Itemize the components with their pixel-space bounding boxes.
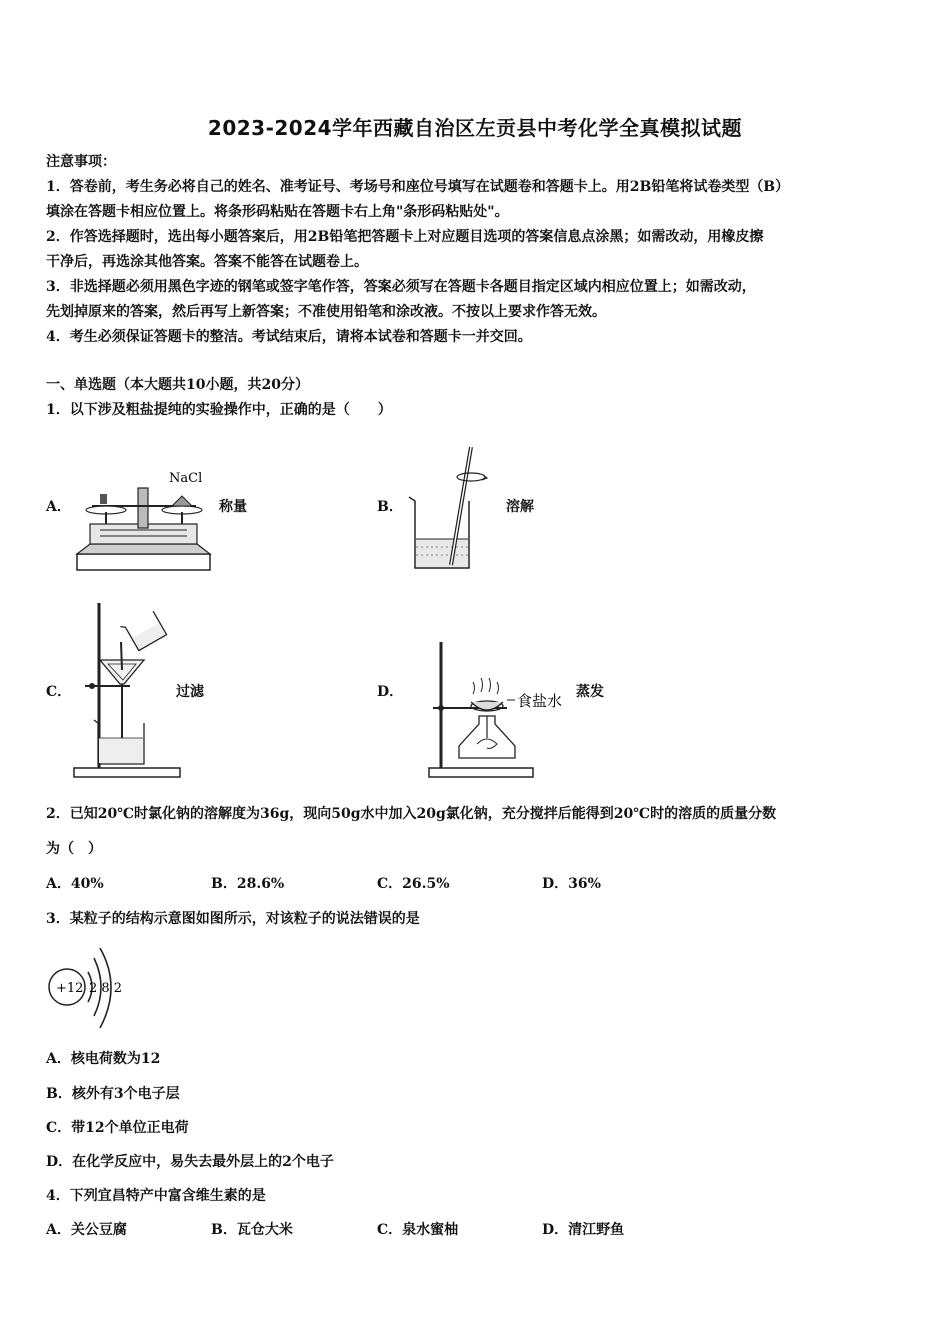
q2-option-b: B．28.6% (211, 876, 285, 892)
q2-option-c: C．26.5% (377, 876, 450, 892)
atom-structure-figure (44, 944, 134, 1032)
notice-line: 干净后，再选涂其他答案。答案不能答在试题卷上。 (46, 254, 368, 270)
q1-option-b-label: 溶解 (506, 499, 534, 515)
evaporation-figure (427, 640, 602, 780)
notice-heading: 注意事项： (46, 154, 116, 170)
section-heading: 一、单选题（本大题共10小题，共20分） (46, 377, 309, 393)
page-title: 2023-2024学年西藏自治区左贡县中考化学全真模拟试题 (207, 116, 743, 140)
nacl-label: NaCl (169, 471, 203, 486)
notice-line: 3．非选择题必须用黑色字迹的钢笔或签字笔作答，答案必须写在答题卡各题目指定区域内相应位置上；如需改动， (46, 279, 756, 295)
q4-option-b: B．瓦仓大米 (211, 1222, 293, 1238)
q1-stem: 1．以下涉及粗盐提纯的实验操作中，正确的是（ ） (46, 402, 392, 418)
q1-option-d-label: 蒸发 (576, 684, 604, 700)
q3-stem: 3．某粒子的结构示意图如图所示，对该粒子的说法错误的是 (46, 911, 420, 927)
balance-figure (72, 462, 217, 574)
q1-option-a-label: 称量 (219, 499, 247, 515)
notice-line: 先划掉原来的答案，然后再写上新答案；不准使用铅笔和涂改液。不按以上要求作答无效。 (46, 304, 606, 320)
q2-stem-line1: 2．已知20℃时氯化钠的溶解度为36g，现向50g水中加入20g氯化钠，充分搅拌后能得到20℃时的溶质的质量分数 (46, 806, 777, 822)
q4-option-a: A．关公豆腐 (46, 1222, 127, 1238)
filtration-figure (72, 598, 184, 780)
q4-option-d: D．清江野鱼 (542, 1222, 625, 1238)
q4-option-c: C．泉水蜜柚 (377, 1222, 459, 1238)
nucleus-label: +12 (56, 981, 84, 996)
notice-line: 1．答卷前，考生务必将自己的姓名、准考证号、考场号和座位号填写在试题卷和答题卡上。用2B铅笔将试卷类型（B） (46, 179, 790, 195)
q3-option-d: D．在化学反应中，易失去最外层上的2个电子 (46, 1154, 334, 1170)
q3-option-c: C．带12个单位正电荷 (46, 1120, 189, 1136)
q2-option-d: D．36% (542, 876, 601, 892)
salt-water-label: 食盐水 (517, 692, 563, 710)
notice-line: 4．考生必须保证答题卡的整洁。考试结束后，请将本试卷和答题卡一并交回。 (46, 329, 532, 345)
q2-option-a: A．40% (46, 876, 104, 892)
q2-stem-line2: 为（ ） (46, 841, 102, 857)
q1-option-c-label: 过滤 (176, 684, 204, 700)
electron-shells-label: 2 8 2 (89, 981, 123, 996)
q1-option-d-letter: D． (377, 684, 404, 700)
beaker-stir-figure (405, 443, 495, 573)
q1-option-a-letter: A． (46, 499, 71, 515)
q3-option-a: A．核电荷数为12 (46, 1051, 161, 1067)
notice-line: 填涂在答题卡相应位置上。将条形码粘贴在答题卡右上角"条形码粘贴处"。 (46, 204, 509, 220)
q3-option-b: B．核外有3个电子层 (46, 1086, 180, 1102)
q1-option-c-letter: C． (46, 684, 72, 700)
q4-stem: 4．下列宜昌特产中富含维生素的是 (46, 1188, 266, 1204)
q1-option-b-letter: B． (377, 499, 403, 515)
notice-line: 2．作答选择题时，选出每小题答案后，用2B铅笔把答题卡上对应题目选项的答案信息点涂黑；如需改动，用橡皮擦 (46, 229, 764, 245)
